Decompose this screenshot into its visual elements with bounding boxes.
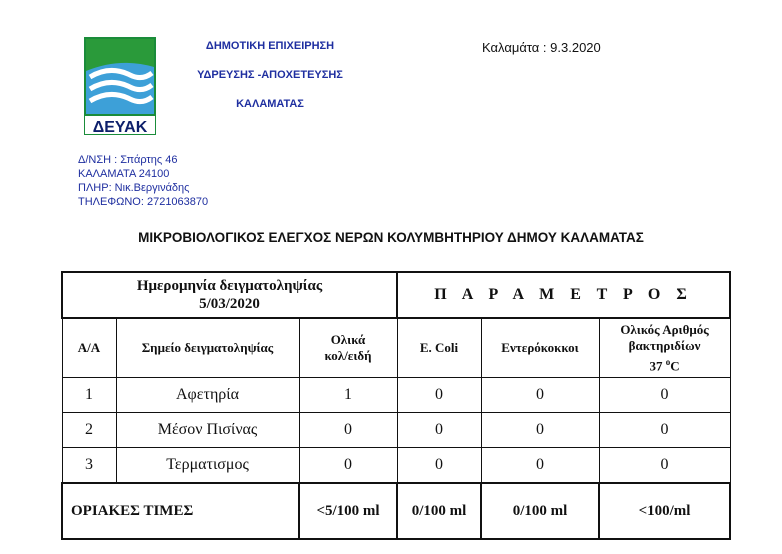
address-block <box>78 153 208 209</box>
address-line: ΤΗΛΕΦΩΝΟ: 2721063870 <box>78 196 209 208</box>
limit-ecoli: 0/100 ml <box>397 483 481 539</box>
table-row <box>62 448 730 484</box>
parameters-label: Π Α Ρ Α Μ Ε Τ Ρ Ο Σ <box>434 286 693 303</box>
document-title: ΜΙΚΡΟΒΙΟΛΟΓΙΚΟΣ ΕΛΕΓΧΟΣ ΝΕΡΩΝ ΚΟΛΥΜΒΗΤΗΡΙΟΥ ΔΗΜΟΥ ΚΑΛΑΜΑΤΑΣ <box>138 230 644 245</box>
limit-coliforms: <5/100 ml <box>299 483 397 539</box>
address-line: ΚΑΛΑΜΑΤΑ 24100 <box>78 168 170 180</box>
cell-coliforms: 0 <box>299 448 397 484</box>
sampling-date-label: Ημερομηνία δειγματοληψίας <box>136 278 323 294</box>
deyak-logo-graphic <box>84 37 156 135</box>
document-date: Καλαμάτα : 9.3.2020 <box>482 40 601 55</box>
address-line: ΠΛΗΡ: Νικ.Βεργινάδης <box>78 182 190 194</box>
col-header-coliforms-line1: Ολικά <box>330 332 366 347</box>
table-row <box>62 413 730 448</box>
limits-row <box>62 483 730 539</box>
limit-enterococci: 0/100 ml <box>481 483 599 539</box>
cell-point: Μέσον Πισίνας <box>116 413 299 448</box>
limit-total: <100/ml <box>599 483 730 539</box>
col-header-point: Σημείο δειγματοληψίας <box>116 318 299 378</box>
deyak-logo <box>84 37 156 135</box>
cell-coliforms: 1 <box>299 378 397 413</box>
limits-label: ΟΡΙΑΚΕΣ ΤΙΜΕΣ <box>62 483 299 539</box>
cell-aa: 1 <box>62 378 116 413</box>
col-header-total-temp: 37 <box>649 358 663 374</box>
col-header-total-unit: C <box>670 358 680 374</box>
parameters-header <box>397 272 730 318</box>
cell-ecoli: 0 <box>397 448 481 484</box>
cell-point: Τερματισμος <box>116 448 299 484</box>
org-name-line2: ΥΔΡΕΥΣΗΣ -ΑΠΟΧΕΤΕΥΣΗΣ <box>197 69 343 81</box>
cell-enterococci: 0 <box>481 413 599 448</box>
logo-text: ΔΕΥΑΚ <box>92 119 148 135</box>
col-header-total-bacteria <box>599 318 730 378</box>
cell-enterococci: 0 <box>481 448 599 484</box>
col-header-coliforms-line2: κολ/ειδή <box>324 348 372 363</box>
sampling-date-cell <box>62 272 397 318</box>
cell-enterococci: 0 <box>481 378 599 413</box>
col-header-ecoli: E. Coli <box>397 318 481 378</box>
col-header-total-line1: Ολικός Αριθμός <box>620 321 709 337</box>
results-table <box>61 271 731 540</box>
cell-point: Αφετηρία <box>116 378 299 413</box>
col-header-aa: Α/Α <box>62 318 116 378</box>
col-header-total-line3 <box>602 354 728 374</box>
col-header-coliforms <box>299 318 397 378</box>
col-header-total-line2: βακτηριδίων <box>628 337 701 353</box>
table-header-row <box>62 272 730 318</box>
col-header-enterococci: Εντερόκοκκοι <box>481 318 599 378</box>
sampling-date-value: 5/03/2020 <box>199 296 260 312</box>
cell-aa: 2 <box>62 413 116 448</box>
cell-ecoli: 0 <box>397 378 481 413</box>
degree-symbol: o <box>665 356 671 367</box>
cell-total: 0 <box>599 413 730 448</box>
address-line: Δ/ΝΣΗ : Σπάρτης 46 <box>78 154 178 166</box>
cell-aa: 3 <box>62 448 116 484</box>
cell-ecoli: 0 <box>397 413 481 448</box>
cell-total: 0 <box>599 448 730 484</box>
org-name-line3: ΚΑΛΑΜΑΤΑΣ <box>236 98 304 110</box>
table-row <box>62 378 730 413</box>
table-column-headers <box>62 318 730 378</box>
cell-coliforms: 0 <box>299 413 397 448</box>
org-name-line1: ΔΗΜΟΤΙΚΗ ΕΠΙΧΕΙΡΗΣΗ <box>205 40 335 52</box>
cell-total: 0 <box>599 378 730 413</box>
